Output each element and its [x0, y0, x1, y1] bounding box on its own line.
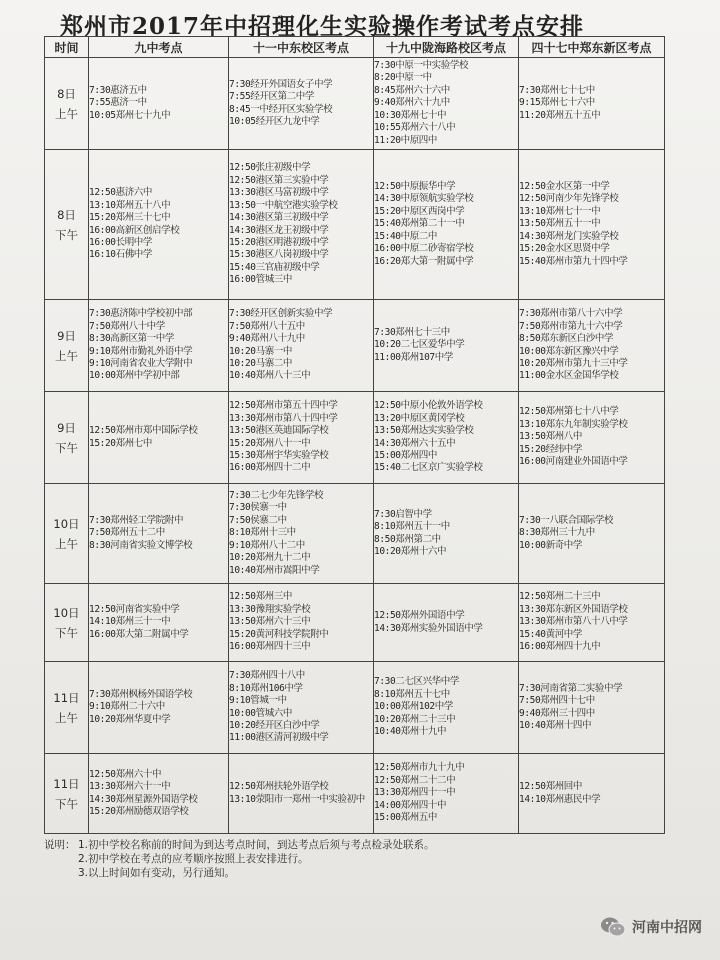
venue-cell [229, 392, 374, 484]
school-entry: 16:00中原二砂寄宿学校 [374, 243, 474, 255]
school-entry: 13:30郑东新区外国语学校 [519, 603, 628, 615]
time-cell [45, 584, 89, 662]
school-entry: 10:20郑州九十二中 [229, 552, 311, 564]
school-entry: 7:55惠济一中 [89, 97, 147, 109]
table-row [45, 300, 665, 392]
school-entry: 8:50郑州第二中 [374, 533, 441, 545]
school-entry: 13:50一中航空港实验学校 [229, 199, 338, 211]
venue-cell [89, 754, 229, 834]
school-entry: 15:40二七区京广实验学校 [374, 462, 483, 474]
venue-cell [519, 662, 665, 754]
venue-cell [89, 300, 229, 392]
time-period: 下午 [55, 625, 78, 640]
school-entry: 11:00郑州107中学 [374, 351, 453, 363]
school-entry: 10:00新奇中学 [519, 539, 582, 551]
school-entry: 10:00管城六中 [229, 707, 292, 719]
school-entry: 14:10郑州三十一中 [89, 616, 171, 628]
school-entry: 13:50郑州达实实验学校 [374, 425, 474, 437]
time-day: 11日 [53, 776, 80, 791]
venue-cell [519, 484, 665, 584]
school-entry: 12:50郑州第七十八中学 [519, 406, 619, 418]
time-period: 下午 [55, 796, 78, 811]
table-row [45, 392, 665, 484]
time-day: 8日 [57, 86, 76, 101]
time-day: 9日 [57, 420, 76, 435]
note-item: 2.初中学校在考点的应考顺序按照上表安排进行。 [78, 853, 309, 865]
school-entry: 15:40中原二中 [374, 230, 437, 242]
venue-cell [519, 150, 665, 300]
school-entry: 15:20金水区思贤中学 [519, 243, 610, 255]
time-cell [45, 300, 89, 392]
header-venue-19: 十九中陇海路校区考点 [374, 37, 519, 58]
venue-cell [519, 58, 665, 150]
school-entry: 9:40郑州八十九中 [229, 333, 305, 345]
school-entry: 10:00郑东新区豫兴中学 [519, 345, 619, 357]
school-entry: 15:20中原区西岗中学 [374, 205, 465, 217]
venue-cell [374, 484, 519, 584]
venue-cell [374, 662, 519, 754]
school-entry: 13:30郑州四十一中 [374, 787, 456, 799]
note-item [44, 838, 684, 852]
venue-cell [519, 754, 665, 834]
school-entry: 13:10郑州五十八中 [89, 199, 171, 211]
schedule-table [44, 36, 665, 834]
school-entry: 7:30二七区兴华中学 [374, 676, 459, 688]
school-entry: 16:00郑州四十三中 [229, 641, 311, 653]
venue-cell [89, 150, 229, 300]
school-entry: 7:30中原一中实验学校 [374, 60, 469, 72]
time-cell [45, 392, 89, 484]
school-entry: 9:10郑州市勤礼外语中学 [89, 345, 193, 357]
school-entry: 12:50惠济六中 [89, 187, 152, 199]
school-entry: 10:55郑州六十八中 [374, 122, 456, 134]
school-entry: 12:50郑州二十三中 [519, 591, 601, 603]
venue-cell [229, 484, 374, 584]
school-entry: 8:10郑州五十一中 [374, 521, 450, 533]
time-period: 上午 [55, 536, 78, 551]
venue-cell [229, 662, 374, 754]
school-entry: 12:50郑州市第五十四中学 [229, 400, 338, 412]
time-day: 9日 [57, 328, 76, 343]
watermark-text: 河南中招网 [632, 920, 702, 936]
school-entry: 10:40郑州十九中 [374, 726, 447, 738]
school-entry: 12:50郑州六十中 [89, 768, 162, 780]
school-entry: 15:20港区明港初级中学 [229, 236, 329, 248]
school-entry: 7:50郑州四十七中 [519, 695, 595, 707]
table-header-row [45, 37, 665, 58]
school-entry: 7:30一八联合国际学校 [519, 514, 614, 526]
time-period: 上午 [55, 106, 78, 121]
school-entry: 10:20马寨二中 [229, 357, 292, 369]
school-entry: 12:50河南少年先锋学校 [519, 193, 619, 205]
time-cell [45, 662, 89, 754]
time-cell [45, 58, 89, 150]
venue-cell [89, 484, 229, 584]
school-entry: 12:50郑州扶轮外语学校 [229, 781, 329, 793]
school-entry: 16:00高新区创启学校 [89, 224, 180, 236]
school-entry: 7:30二七少年先锋学校 [229, 490, 324, 502]
time-day: 11日 [53, 690, 80, 705]
school-entry: 14:30郑州实验外国语中学 [374, 622, 483, 634]
school-entry: 8:20中原一中 [374, 72, 432, 84]
school-entry: 12:50中原小伦敦外语学校 [374, 400, 483, 412]
school-entry: 12:50郑州市九十九中 [374, 762, 465, 774]
school-entry: 10:20马寨一中 [229, 345, 292, 357]
school-entry: 7:50郑州五十二中 [89, 527, 165, 539]
school-entry: 12:50港区第三实验中学 [229, 174, 329, 186]
school-entry: 15:40三官庙初级中学 [229, 261, 320, 273]
table-row [45, 754, 665, 834]
school-entry: 10:20经开区白沙中学 [229, 719, 320, 731]
school-entry: 7:50郑州八十五中 [229, 320, 305, 332]
time-day: 10日 [53, 516, 80, 531]
school-entry: 7:30惠济陈中学校初中部 [89, 308, 193, 320]
time-period: 下午 [55, 227, 78, 242]
venue-cell [89, 392, 229, 484]
school-entry: 16:00郑州四十二中 [229, 462, 311, 474]
school-entry: 16:00河南建业外国语中学 [519, 456, 628, 468]
school-entry: 12:50中原振华中学 [374, 181, 456, 193]
school-entry: 13:10郑州七十一中 [519, 205, 601, 217]
note-text: 1.初中学校名称前的时间为到达考点时间，到达考点后须与考点检录处联系。 [78, 839, 435, 851]
school-entry: 13:10荥阳市一郑州一中实验初中 [229, 793, 365, 805]
school-entry: 8:10郑州十三中 [229, 527, 296, 539]
school-entry: 13:50郑州八中 [519, 431, 582, 443]
school-entry: 13:10郑东九年制实验学校 [519, 418, 628, 430]
school-entry: 10:00郑州102中学 [374, 701, 453, 713]
school-entry: 16:10石佛中学 [89, 249, 152, 261]
time-day: 10日 [53, 605, 80, 620]
school-entry: 12:50郑州二十二中 [374, 774, 456, 786]
venue-cell [374, 300, 519, 392]
school-entry: 7:30河南省第二实验中学 [519, 682, 623, 694]
school-entry: 11:20郑州五十五中 [519, 109, 601, 121]
page-title: 郑州市2017年中招理化生实验操作考试考点安排 [60, 13, 585, 40]
venue-cell [519, 300, 665, 392]
school-entry: 9:40郑州三十四中 [519, 707, 595, 719]
school-entry: 11:00金水区金国华学校 [519, 370, 619, 382]
venue-cell [229, 584, 374, 662]
school-entry: 8:50郑东新区白沙中学 [519, 333, 614, 345]
school-entry: 15:20郑州八十一中 [229, 437, 311, 449]
school-entry: 9:40郑州六十九中 [374, 97, 450, 109]
school-entry: 7:50郑州八十中学 [89, 320, 165, 332]
school-entry: 7:30郑州市第八十六中学 [519, 308, 623, 320]
school-entry: 16:20郑大第一附属中学 [374, 255, 474, 267]
school-entry: 10:40郑州市嵩阳中学 [229, 564, 320, 576]
school-entry: 15:30郑州宇华实验学校 [229, 449, 329, 461]
school-entry: 8:30高新区第一中学 [89, 333, 174, 345]
school-entry: 7:30郑州七十七中 [519, 84, 595, 96]
school-entry: 13:30港区马富初级中学 [229, 187, 329, 199]
note-item: 3.以上时间如有变动，另行通知。 [78, 867, 236, 879]
school-entry: 10:20郑州十六中 [374, 545, 447, 557]
time-period: 上午 [55, 348, 78, 363]
table-row [45, 150, 665, 300]
school-entry: 14:00郑州四十中 [374, 799, 447, 811]
school-entry: 14:10郑州惠民中学 [519, 793, 601, 805]
school-entry: 12:50郑州回中 [519, 781, 582, 793]
school-entry: 7:30侯寨一中 [229, 502, 287, 514]
school-entry: 12:50郑州市郑中国际学校 [89, 425, 198, 437]
school-entry: 16:00郑州四十九中 [519, 641, 601, 653]
school-entry: 14:30郑州龙门实验学校 [519, 230, 619, 242]
school-entry: 12:50郑州三中 [229, 591, 292, 603]
wechat-icon [600, 916, 626, 938]
school-entry: 7:30郑州轻工学院附中 [89, 514, 184, 526]
school-entry: 15:00郑州五中 [374, 812, 437, 824]
school-entry: 7:30郑州四十八中 [229, 670, 305, 682]
venue-cell [89, 58, 229, 150]
watermark [600, 914, 702, 940]
school-entry: 9:10管城一中 [229, 695, 287, 707]
time-cell [45, 484, 89, 584]
school-entry: 7:50侯寨二中 [229, 514, 287, 526]
school-entry: 12:50郑州外国语中学 [374, 610, 465, 622]
school-entry: 7:30启智中学 [374, 508, 432, 520]
school-entry: 10:20郑州华夏中学 [89, 713, 171, 725]
school-entry: 14:30郑州星源外国语学校 [89, 793, 198, 805]
school-entry: 9:15郑州七十六中 [519, 97, 595, 109]
venue-cell [374, 150, 519, 300]
header-venue-9: 九中考点 [89, 37, 229, 58]
venue-cell [229, 58, 374, 150]
school-entry: 10:00郑州中学初中部 [89, 370, 180, 382]
school-entry: 16:00郑大第二附属中学 [89, 628, 189, 640]
school-entry: 7:30经开外国语女子中学 [229, 78, 333, 90]
school-entry: 12:50张庄初级中学 [229, 162, 311, 174]
school-entry: 7:30惠济五中 [89, 84, 147, 96]
school-entry: 9:10郑州二十六中 [89, 701, 165, 713]
notes-label: 说明： [44, 839, 76, 851]
school-entry: 10:20郑州市第九十三中学 [519, 357, 628, 369]
school-entry: 8:10郑州五十七中 [374, 688, 450, 700]
venue-cell [374, 754, 519, 834]
school-entry: 10:40郑州八十三中 [229, 370, 311, 382]
school-entry: 10:30郑州七十中 [374, 109, 447, 121]
school-entry: 10:05郑州七十九中 [89, 109, 171, 121]
venue-cell [229, 150, 374, 300]
school-entry: 14:30港区第三初级中学 [229, 212, 329, 224]
school-entry: 15:40郑州第二十一中 [374, 218, 465, 230]
header-venue-47: 四十七中郑东新区考点 [519, 37, 665, 58]
school-entry: 15:30港区八岗初级中学 [229, 249, 329, 261]
time-period: 上午 [55, 710, 78, 725]
school-entry: 8:30郑州三十九中 [519, 527, 595, 539]
school-entry: 11:00港区清河初级中学 [229, 732, 329, 744]
school-entry: 9:10郑州八十二中 [229, 539, 305, 551]
school-entry: 13:20中原区黄冈学校 [374, 412, 465, 424]
school-entry: 15:20郑州三十七中 [89, 212, 171, 224]
venue-cell [374, 58, 519, 150]
table-row [45, 58, 665, 150]
venue-cell [89, 662, 229, 754]
school-entry: 13:50港区英迪国际学校 [229, 425, 329, 437]
table-row [45, 662, 665, 754]
time-day: 8日 [57, 207, 76, 222]
venue-cell [89, 584, 229, 662]
header-venue-11: 十一中东校区考点 [229, 37, 374, 58]
school-entry: 14:30港区龙王初级中学 [229, 224, 329, 236]
table-row [45, 584, 665, 662]
time-period: 下午 [55, 440, 78, 455]
school-entry: 15:20郑州励德双语学校 [89, 805, 189, 817]
header-time: 时间 [45, 37, 89, 58]
school-entry: 15:20郑州七中 [89, 437, 152, 449]
venue-cell [519, 584, 665, 662]
school-entry: 13:30郑州六十一中 [89, 781, 171, 793]
school-entry: 7:30郑州枫杨外国语学校 [89, 688, 193, 700]
school-entry: 10:20二七区爱华中学 [374, 339, 465, 351]
school-entry: 15:20黄河科技学院附中 [229, 628, 329, 640]
school-entry: 16:00长明中学 [89, 236, 152, 248]
schedule-body [45, 58, 665, 834]
school-entry: 15:00郑州四中 [374, 449, 437, 461]
school-entry: 8:45一中经开区实验学校 [229, 103, 333, 115]
school-entry: 12:50河南省实验中学 [89, 603, 180, 615]
school-entry: 10:20郑州二十三中 [374, 713, 456, 725]
school-entry: 7:30经开区创新实验中学 [229, 308, 333, 320]
time-cell [45, 150, 89, 300]
venue-cell [519, 392, 665, 484]
school-entry: 15:20经纬中学 [519, 443, 582, 455]
school-entry: 8:10郑州106中学 [229, 682, 303, 694]
school-entry: 13:50郑州六十三中 [229, 616, 311, 628]
school-entry: 13:30郑州市第八十四中学 [229, 412, 338, 424]
school-entry: 8:45郑州六十六中 [374, 84, 450, 96]
school-entry: 10:40郑州十四中 [519, 719, 592, 731]
school-entry: 10:05经开区九龙中学 [229, 115, 320, 127]
school-entry: 7:30郑州七十三中 [374, 326, 450, 338]
school-entry: 16:00管城三中 [229, 274, 292, 286]
venue-cell [374, 392, 519, 484]
school-entry: 14:30中原领航实验学校 [374, 193, 474, 205]
school-entry: 7:50郑州市第九十六中学 [519, 320, 623, 332]
venue-cell [374, 584, 519, 662]
school-entry: 13:30郑州市第八十八中学 [519, 616, 628, 628]
table-row [45, 484, 665, 584]
notes [44, 838, 684, 880]
venue-cell [229, 300, 374, 392]
school-entry: 13:50郑州五十一中 [519, 218, 601, 230]
school-entry: 13:30豫翔实验学校 [229, 603, 311, 615]
school-entry: 8:30河南省实验文博学校 [89, 539, 193, 551]
school-entry: 12:50金水区第一中学 [519, 181, 610, 193]
school-entry: 15:40黄河中学 [519, 628, 582, 640]
school-entry: 9:10河南省农业大学附中 [89, 357, 193, 369]
time-cell [45, 754, 89, 834]
school-entry: 11:20中原四中 [374, 134, 437, 146]
school-entry: 15:40郑州市第九十四中学 [519, 255, 628, 267]
school-entry: 7:55经开区第二中学 [229, 91, 314, 103]
school-entry: 14:30郑州六十五中 [374, 437, 456, 449]
venue-cell [229, 754, 374, 834]
